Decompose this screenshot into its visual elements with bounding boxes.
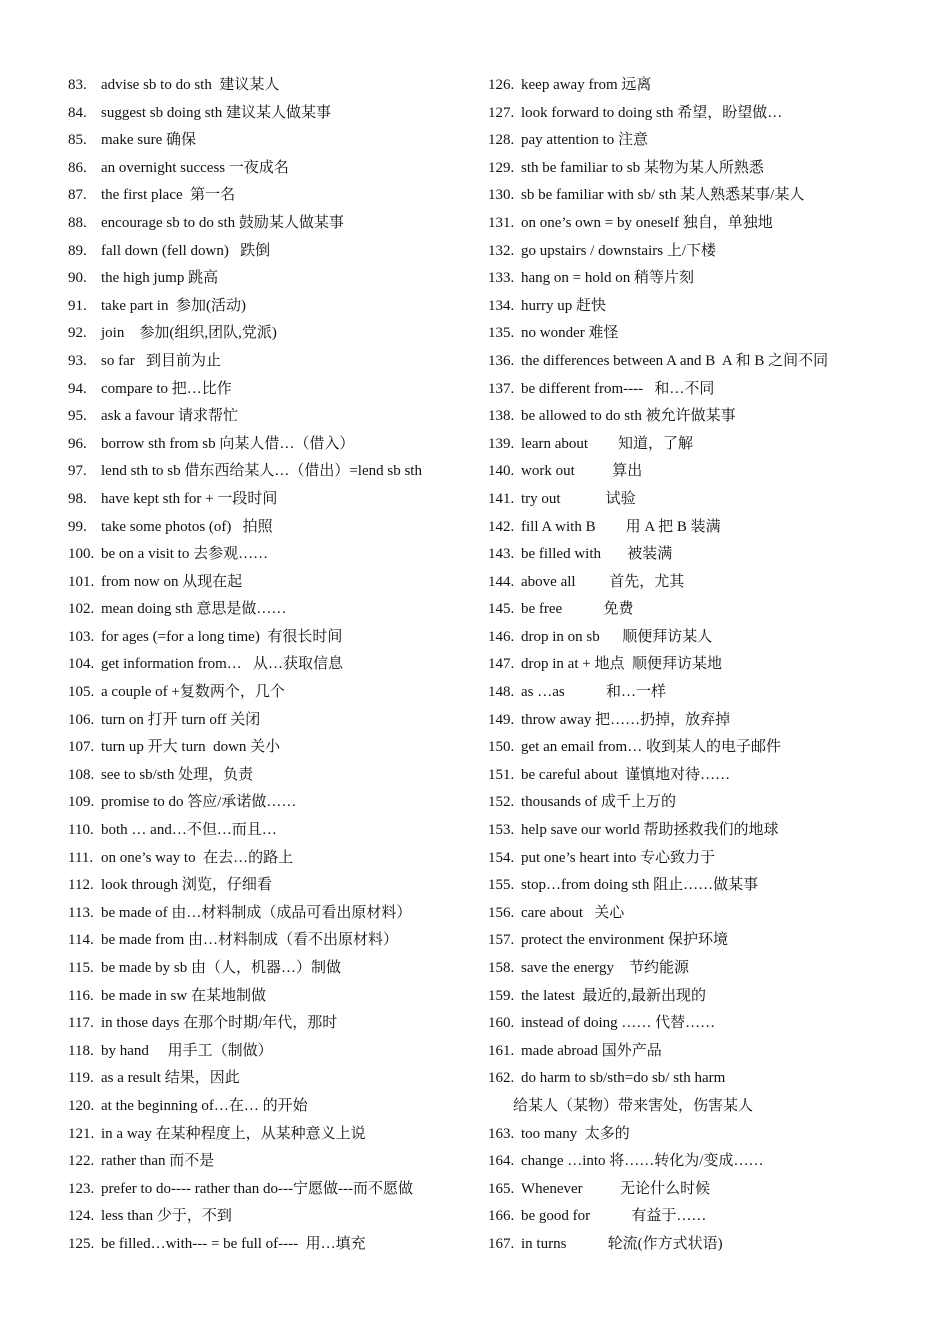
entry-number: 104. (68, 656, 95, 673)
phrase-entry (488, 651, 908, 679)
entry-number: 106. (68, 711, 95, 728)
entry-text: so far 到目前为止 (101, 352, 221, 369)
entry-text: drop in on sb 顺便拜访某人 (521, 628, 713, 645)
entry-text: get information from… 从…获取信息 (101, 656, 344, 673)
entry-number: 157. (488, 932, 515, 949)
phrase-entry (488, 1038, 908, 1066)
entry-text: advise sb to do sth 建议某人 (101, 77, 280, 93)
phrase-entry (68, 541, 478, 569)
entry-text: look through 浏览，仔细看 (101, 877, 272, 894)
phrase-entry (488, 707, 908, 735)
entry-number: 108. (68, 766, 95, 783)
entry-text: protect the environment 保护环境 (521, 932, 729, 949)
entry-text: the first place 第一名 (101, 187, 236, 204)
entry-text: both … and…不但…而且… (101, 822, 277, 839)
phrase-entry (68, 127, 478, 155)
phrase-entry (488, 817, 908, 845)
entry-number: 149. (488, 711, 515, 728)
entry-number: 107. (68, 739, 95, 756)
phrase-entry (488, 569, 908, 597)
phrase-entry (488, 789, 908, 817)
entry-text: sth be familiar to sb 某物为某人所熟悉 (521, 159, 764, 176)
entry-number: 115. (68, 960, 94, 976)
entry-text: be careful about 谨慎地对待…… (521, 766, 731, 783)
phrase-entry (488, 182, 908, 210)
phrase-entry (68, 955, 478, 983)
entry-text: be good for 有益于…… (521, 1208, 707, 1225)
entry-text: get an email from… 收到某人的电子邮件 (521, 739, 781, 756)
entry-number: 134. (488, 297, 515, 314)
entry-number: 123. (68, 1180, 95, 1197)
entry-text: be filled with 被装满 (521, 546, 673, 563)
entry-text: as …as 和…一样 (521, 684, 666, 701)
entry-number: 141. (488, 490, 515, 507)
entry-number: 120. (68, 1097, 95, 1114)
phrase-entry (68, 707, 478, 735)
phrase-entry (68, 1065, 478, 1093)
phrase-entry (488, 155, 908, 183)
entry-text: stop…from doing sth 阻止……做某事 (521, 877, 759, 894)
phrase-entry (68, 1121, 478, 1149)
entry-number: 109. (68, 794, 95, 811)
entry-number: 105. (68, 684, 95, 701)
entry-text: have kept sth for + 一段时间 (101, 490, 278, 507)
entry-number: 143. (488, 546, 515, 563)
entry-number: 84. (68, 104, 87, 121)
entry-text: learn about 知道，了解 (521, 435, 694, 452)
entry-text: hurry up 赶快 (521, 297, 606, 314)
entry-number: 136. (488, 352, 515, 369)
entry-number: 164. (488, 1153, 515, 1170)
phrase-entry (68, 624, 478, 652)
entry-number: 133. (488, 270, 515, 287)
phrase-entry (488, 100, 908, 128)
left-column (68, 72, 478, 1259)
phrase-entry (488, 1065, 908, 1093)
phrase-entry (68, 817, 478, 845)
entry-number: 88. (68, 214, 87, 231)
phrase-entry (68, 679, 478, 707)
entry-number: 125. (68, 1235, 95, 1252)
entry-text: sb be familiar with sb/ sth 某人熟悉某事/某人 (521, 187, 805, 204)
entry-text: in those days 在那个时期/年代，那时 (101, 1015, 338, 1032)
phrase-entry (488, 403, 908, 431)
phrase-entry (68, 210, 478, 238)
phrase-entry (68, 1176, 478, 1204)
entry-number: 116. (68, 987, 94, 1004)
phrase-entry (488, 955, 908, 983)
phrase-entry (488, 541, 908, 569)
phrase-entry (488, 596, 908, 624)
entry-text: take part in 参加(活动) (101, 297, 246, 314)
entry-number: 92. (68, 325, 87, 342)
phrase-entry (68, 431, 478, 459)
entry-number: 94. (68, 380, 87, 397)
phrase-entry (68, 403, 478, 431)
phrase-entry (488, 72, 908, 100)
phrase-entry (68, 155, 478, 183)
entry-text: by hand 用手工（制做） (101, 1042, 273, 1059)
entry-number: 152. (488, 794, 515, 811)
entry-number: 102. (68, 601, 95, 618)
entry-number: 90. (68, 270, 87, 287)
phrase-entry (68, 1148, 478, 1176)
entry-text: Whenever 无论什么时候 (521, 1180, 711, 1197)
entry-number: 137. (488, 380, 515, 397)
entry-text: keep away from 远离 (521, 77, 652, 93)
entry-text: encourage sb to do sth 鼓励某人做某事 (101, 214, 344, 231)
entry-text: be on a visit to 去参观…… (101, 546, 269, 563)
phrase-entry (488, 1010, 908, 1038)
phrase-entry (488, 872, 908, 900)
phrase-entry (68, 569, 478, 597)
entry-text: look forward to doing sth 希望，盼望做… (521, 104, 783, 121)
entry-text: on one’s way to 在去…的路上 (101, 849, 294, 866)
entry-text: for ages (=for a long time) 有很长时间 (101, 628, 343, 645)
right-column (488, 72, 908, 1259)
phrase-entry (68, 872, 478, 900)
phrase-entry (488, 900, 908, 928)
phrase-entry (488, 514, 908, 542)
entry-text: an overnight success 一夜成名 (101, 159, 289, 176)
entry-text: borrow sth from sb 向某人借…（借入） (101, 435, 355, 452)
entry-number: 138. (488, 408, 515, 425)
phrase-entry (68, 238, 478, 266)
phrase-entry (68, 100, 478, 128)
phrase-entry (68, 651, 478, 679)
phrase-entry (68, 1203, 478, 1231)
entry-number: 124. (68, 1208, 95, 1225)
entry-text: thousands of 成千上万的 (521, 794, 676, 811)
entry-number: 166. (488, 1208, 515, 1225)
phrase-entry (68, 265, 478, 293)
entry-text: promise to do 答应/承诺做…… (101, 794, 297, 811)
phrase-entry (68, 514, 478, 542)
entry-text: care about 关心 (521, 904, 625, 921)
entry-number: 154. (488, 849, 515, 866)
entry-number: 111. (68, 849, 94, 866)
entry-text: throw away 把……扔掉，放弃掉 (521, 711, 731, 728)
entry-number: 146. (488, 628, 515, 645)
phrase-entry (68, 789, 478, 817)
phrase-entry (488, 927, 908, 955)
entry-number: 126. (488, 77, 515, 93)
entry-number: 117. (68, 1015, 94, 1032)
entry-number: 156. (488, 904, 515, 921)
phrase-entry (68, 320, 478, 348)
entry-text: try out 试验 (521, 490, 636, 507)
entry-text: ask a favour 请求帮忙 (101, 408, 239, 425)
entry-number: 113. (68, 904, 94, 921)
entry-number: 153. (488, 822, 515, 839)
entry-number: 135. (488, 325, 515, 342)
entry-text: work out 算出 (521, 463, 643, 480)
entry-number: 122. (68, 1153, 95, 1170)
entry-number: 159. (488, 987, 515, 1004)
entry-text: be filled…with--- = be full of---- 用…填充 (101, 1235, 366, 1252)
entry-text: instead of doing …… 代替…… (521, 1015, 716, 1032)
phrase-entry (68, 1093, 478, 1121)
entry-number: 118. (68, 1042, 94, 1059)
entry-number: 163. (488, 1125, 515, 1142)
entry-number: 89. (68, 242, 87, 259)
phrase-entry (68, 596, 478, 624)
entry-number: 147. (488, 656, 515, 673)
phrase-entry (68, 900, 478, 928)
entry-number: 145. (488, 601, 515, 618)
entry-number: 130. (488, 187, 515, 204)
phrase-entry (68, 762, 478, 790)
entry-text: help save our world 帮助拯救我们的地球 (521, 822, 779, 839)
entry-text: made abroad 国外产品 (521, 1042, 662, 1059)
entry-text: lend sth to sb 借东西给某人…（借出）=lend sb sth (101, 463, 422, 480)
phrase-entry (68, 845, 478, 873)
entry-number: 100. (68, 546, 95, 563)
entry-number: 144. (488, 573, 515, 590)
entry-number: 165. (488, 1180, 515, 1197)
phrase-entry (68, 1038, 478, 1066)
phrase-entry (488, 458, 908, 486)
phrase-entry (488, 376, 908, 404)
entry-text: rather than 而不是 (101, 1153, 215, 1170)
entry-text: be made from 由…材料制成（看不出原材料） (101, 932, 399, 949)
phrase-entry (488, 238, 908, 266)
entry-text: suggest sb doing sth 建议某人做某事 (101, 104, 332, 121)
phrase-entry (488, 762, 908, 790)
entry-text: as a result 结果，因此 (101, 1070, 240, 1087)
entry-number: 161. (488, 1042, 515, 1059)
entry-text: in a way 在某种程度上，从某种意义上说 (101, 1125, 366, 1142)
phrase-entry (68, 376, 478, 404)
phrase-entry (488, 431, 908, 459)
phrase-entry (68, 927, 478, 955)
phrase-entry (68, 348, 478, 376)
entry-number: 83. (68, 77, 87, 93)
phrase-entry (488, 348, 908, 376)
phrase-entry (68, 983, 478, 1011)
entry-text: be made by sb 由（人，机器…）制做 (101, 960, 341, 976)
entry-number: 110. (68, 822, 94, 839)
entry-number: 162. (488, 1070, 515, 1087)
entry-number: 93. (68, 352, 87, 369)
entry-text: in turns 轮流(作方式状语) (521, 1235, 723, 1252)
entry-text: fall down (fell down) 跌倒 (101, 242, 271, 259)
phrase-entry (488, 845, 908, 873)
phrase-entry (488, 127, 908, 155)
entry-text: take some photos (of) 拍照 (101, 518, 273, 535)
phrase-entry (68, 486, 478, 514)
entry-number: 97. (68, 463, 87, 480)
phrase-entry (488, 320, 908, 348)
entry-text: no wonder 难怪 (521, 325, 619, 342)
entry-number: 91. (68, 297, 87, 314)
entry-text: save the energy 节约能源 (521, 960, 690, 976)
entry-text: go upstairs / downstairs 上/下楼 (521, 242, 716, 259)
entry-number: 160. (488, 1015, 515, 1032)
entry-text: join 参加(组织,团队,党派) (101, 325, 277, 342)
entry-text: turn on 打开 turn off 关闭 (101, 711, 261, 728)
entry-text: less than 少于，不到 (101, 1208, 232, 1225)
entry-text: drop in at + 地点 顺便拜访某地 (521, 656, 722, 673)
entry-number: 151. (488, 766, 515, 783)
entry-number: 127. (488, 104, 515, 121)
phrase-continuation: 给某人（某物）带来害处，伤害某人 (513, 1097, 754, 1114)
entry-text: from now on 从现在起 (101, 573, 243, 590)
entry-number: 167. (488, 1235, 515, 1252)
entry-number: 131. (488, 214, 515, 231)
entry-text: make sure 确保 (101, 132, 196, 149)
entry-number: 103. (68, 628, 95, 645)
entry-number: 140. (488, 463, 515, 480)
entry-number: 99. (68, 518, 87, 535)
entry-number: 112. (68, 877, 94, 894)
entry-text: fill A with B 用 A 把 B 装满 (521, 518, 721, 535)
entry-number: 158. (488, 960, 515, 976)
phrase-entry (488, 1231, 908, 1259)
entry-text: prefer to do---- rather than do---宁愿做---而不愿做 (101, 1180, 413, 1197)
phrase-entry (68, 1010, 478, 1038)
entry-text: the latest 最近的,最新出现的 (521, 987, 706, 1004)
entry-number: 150. (488, 739, 515, 756)
entry-text: on one’s own = by oneself 独自，单独地 (521, 214, 773, 231)
entry-number: 98. (68, 490, 87, 507)
phrase-entry (488, 1203, 908, 1231)
entry-text: be different from---- 和…不同 (521, 380, 715, 397)
entry-number: 129. (488, 159, 515, 176)
phrase-entry (68, 1231, 478, 1259)
entry-number: 148. (488, 684, 515, 701)
phrase-entry (68, 72, 478, 100)
entry-text: the high jump 跳高 (101, 270, 219, 287)
phrase-entry (488, 1148, 908, 1176)
entry-text: mean doing sth 意思是做…… (101, 601, 287, 618)
entry-number: 95. (68, 408, 87, 425)
phrase-entry (488, 679, 908, 707)
phrase-entry (488, 293, 908, 321)
entry-text: a couple of +复数两个，几个 (101, 684, 285, 701)
entry-text: change …into 将……转化为/变成…… (521, 1153, 764, 1170)
phrase-entry (68, 734, 478, 762)
entry-number: 85. (68, 132, 87, 149)
phrase-entry (488, 486, 908, 514)
entry-number: 128. (488, 132, 515, 149)
entry-text: be free 免费 (521, 601, 634, 618)
entry-text: turn up 开大 turn down 关小 (101, 739, 281, 756)
entry-number: 139. (488, 435, 515, 452)
entry-number: 114. (68, 932, 94, 949)
phrase-entry (488, 210, 908, 238)
entry-text: pay attention to 注意 (521, 132, 649, 149)
entry-text: be allowed to do sth 被允许做某事 (521, 408, 736, 425)
phrase-entry (488, 983, 908, 1011)
entry-text: do harm to sb/sth=do sb/ sth harm (521, 1070, 726, 1087)
entry-text: the differences between A and B A 和 B 之间不同 (521, 352, 829, 369)
entry-text: see to sb/sth 处理，负责 (101, 766, 254, 783)
entry-number: 132. (488, 242, 515, 259)
entry-number: 155. (488, 877, 515, 894)
entry-text: compare to 把…比作 (101, 380, 232, 397)
phrase-entry (488, 734, 908, 762)
entry-text: at the beginning of…在… 的开始 (101, 1097, 308, 1114)
entry-text: hang on = hold on 稍等片刻 (521, 270, 695, 287)
phrase-entry (488, 1121, 908, 1149)
entry-number: 121. (68, 1125, 95, 1142)
phrase-entry (488, 265, 908, 293)
entry-text: be made in sw 在某地制做 (101, 987, 266, 1004)
phrase-entry (68, 182, 478, 210)
phrase-entry (488, 624, 908, 652)
entry-number: 142. (488, 518, 515, 535)
phrase-entry (68, 458, 478, 486)
entry-number: 96. (68, 435, 87, 452)
entry-number: 119. (68, 1070, 94, 1087)
entry-text: be made of 由…材料制成（成品可看出原材料） (101, 904, 412, 921)
entry-text: above all 首先，尤其 (521, 573, 685, 590)
entry-number: 86. (68, 159, 87, 176)
entry-text: too many 太多的 (521, 1125, 630, 1142)
entry-number: 101. (68, 573, 95, 590)
entry-text: put one’s heart into 专心致力于 (521, 849, 716, 866)
entry-number: 87. (68, 187, 87, 204)
phrase-entry (488, 1176, 908, 1204)
phrase-entry (68, 293, 478, 321)
